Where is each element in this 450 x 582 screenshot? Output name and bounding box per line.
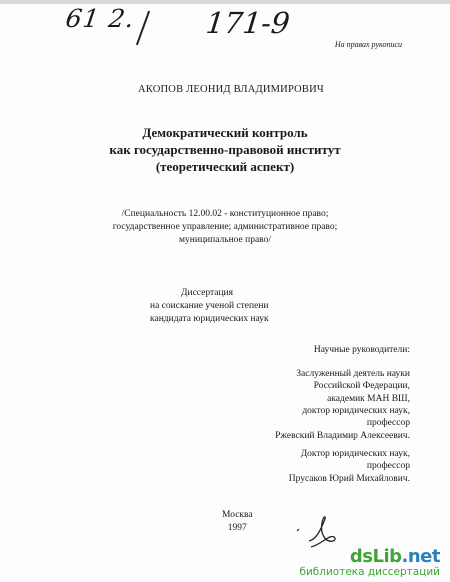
supervisor-line: Прусаков Юрий Михайлович.	[288, 473, 410, 484]
title-line: как государственно-правовой институт	[109, 141, 341, 157]
handwritten-slash	[136, 11, 150, 46]
logo-suffix: .net	[401, 546, 440, 567]
dissertation-degree-block	[148, 287, 269, 326]
supervisor-first	[275, 368, 410, 442]
dslib-watermark	[299, 546, 440, 578]
supervisor-line: Заслуженный деятель науки	[296, 369, 410, 379]
supervisors-heading: Научные руководители:	[313, 345, 410, 355]
supervisor-line: профессор	[366, 418, 410, 429]
supervisor-line: доктор юридических наук,	[302, 406, 410, 417]
logo-main: dsLib	[349, 546, 402, 567]
dslib-logo	[350, 546, 440, 567]
specialty-line: /Специальность 12.00.02 - конституционное право;	[121, 209, 329, 219]
supervisor-line: Доктор юридических наук,	[300, 449, 410, 459]
title-line: Демократический контроль	[142, 125, 308, 140]
specialty-line: государственное управление; административное право;	[112, 222, 338, 233]
rights-notice: На правах рукописи	[334, 40, 402, 49]
title-line: (теоретический аспект)	[155, 158, 295, 174]
degree-line: на соискание ученой степени	[150, 301, 269, 312]
supervisor-line: Российской Федерации,	[313, 381, 410, 392]
author-name: АКОПОВ ЛЕОНИД ВЛАДИМИРОВИЧ	[138, 84, 324, 95]
watermark-caption: библиотека диссертаций	[299, 566, 440, 578]
specialty-block	[0, 208, 450, 247]
supervisor-second	[289, 448, 410, 485]
supervisor-line: профессор	[366, 461, 410, 472]
specialty-line: муниципальное право/	[179, 235, 271, 246]
handwritten-code: 171-9	[204, 6, 292, 40]
year: 1997	[227, 522, 247, 533]
degree-line: Диссертация	[181, 288, 233, 298]
supervisor-line: академик МАН ВШ,	[327, 393, 410, 404]
place-and-year	[222, 509, 253, 535]
degree-line: кандидата юридических наук	[150, 314, 269, 325]
handwritten-archive-number: 61 2.	[63, 4, 137, 33]
signature-icon	[295, 511, 345, 551]
city: Москва	[222, 510, 253, 520]
dissertation-title	[0, 125, 450, 176]
supervisor-line: Ржевский Владимир Алексеевич.	[275, 430, 410, 441]
